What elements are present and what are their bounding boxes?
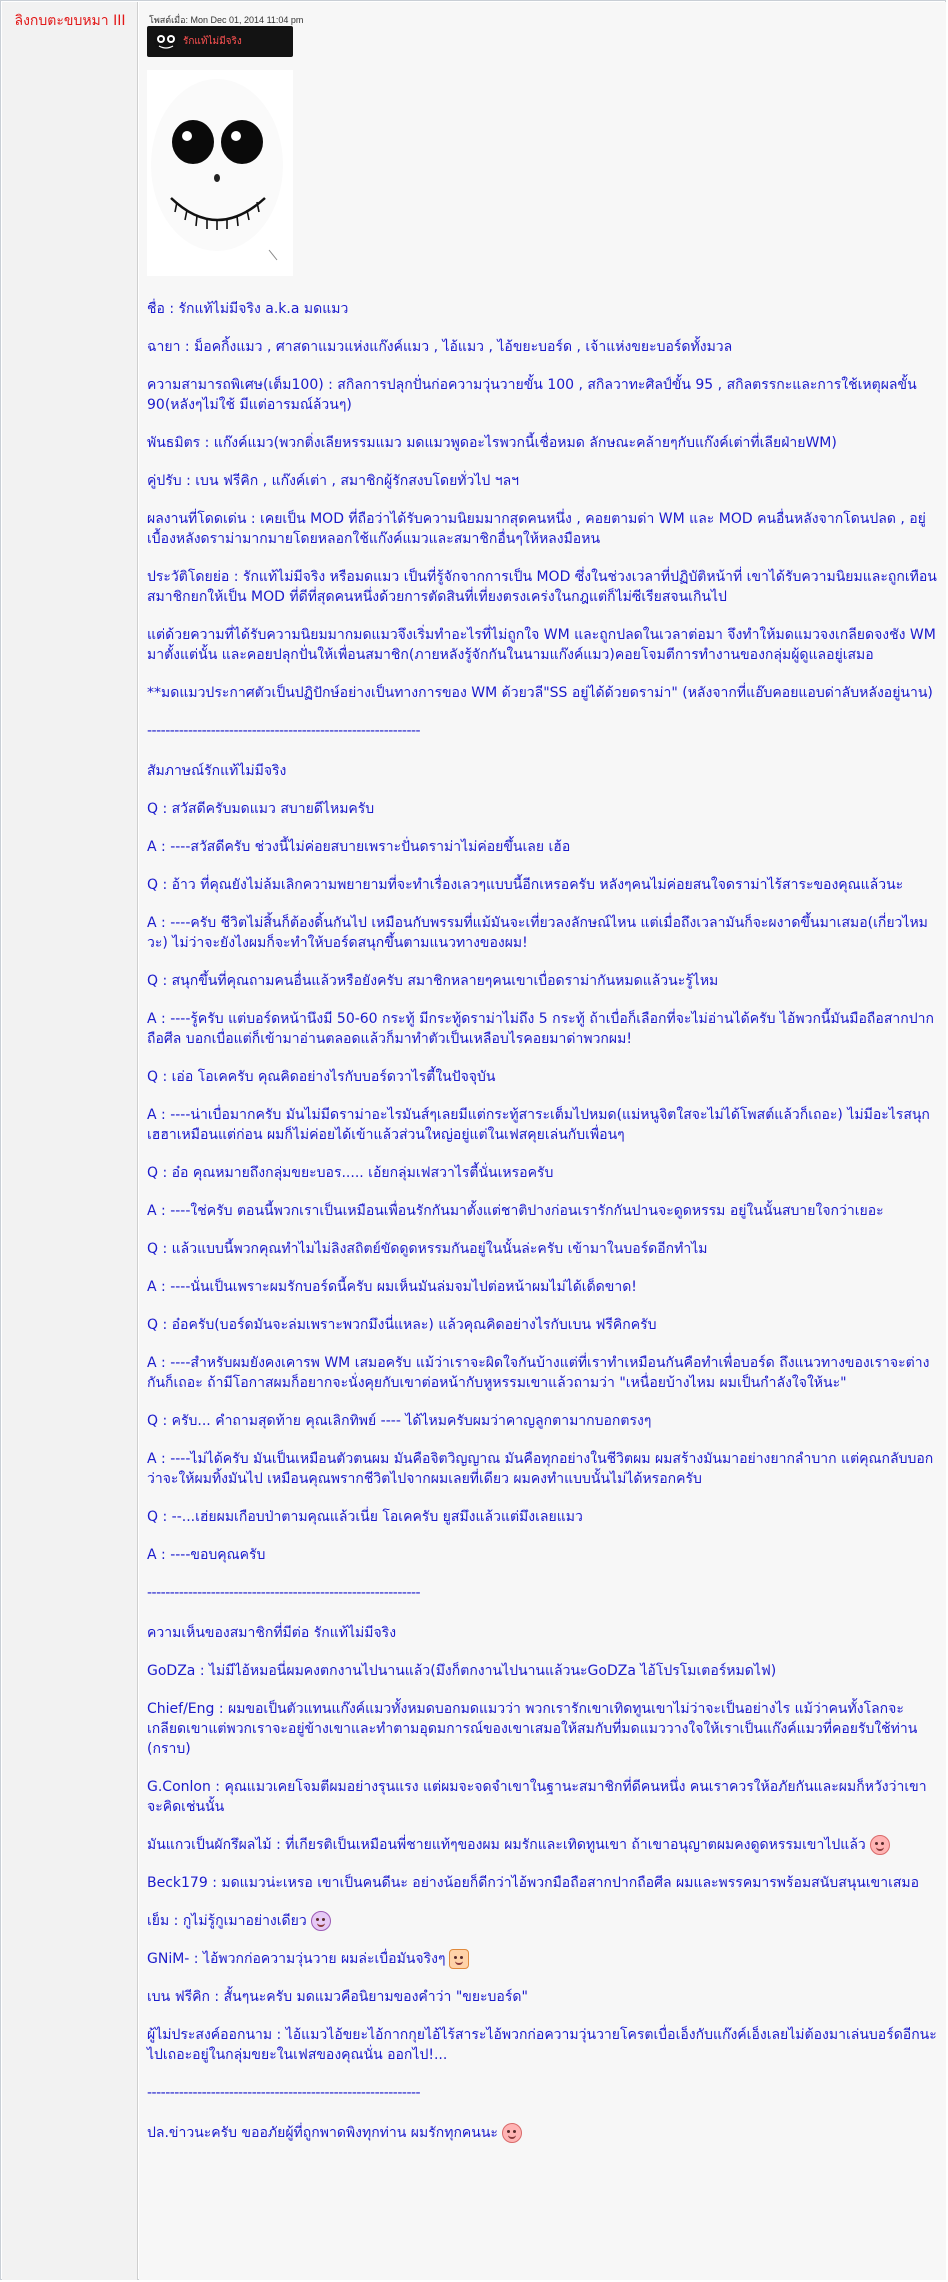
interview-line: A : ----นั่นเป็นเพราะผมรักบอร์ดนี้ครับ ผมเห็นมันล่มจมไปต่อหน้าผมไม่ได้เด็ดขาด! <box>147 1279 637 1295</box>
banner-text: รักแท้ไม่มีจริง <box>183 36 242 47</box>
interview-line: Q : แล้วแบบนี้พวกคุณทำไมไม่ลิงสถิตย์ขัดดูดหรรมกันอยู่ในนั้นล่ะครับ เข้ามาในบอร์ดอีกทำไม <box>147 1241 708 1257</box>
interview-line: A : ----สำหรับผมยังคงเคารพ WM เสมอครับ แม้ว่าเราจะผิดใจกันบ้างแต่ที่เราทำเหมือนกันคือทำเพื่อบอร์ด ถึงแนวทางของเราจะต่างกันก็เถอะ ถ้ามีโอกาสผมก็อยากจะนั่งคุยกับเขาต่อหน้ากับหูหรรมเขาแล้วถามว่า "เหนื่อยบ้างไหม ผมเป็นกำลังใจให้นะ" <box>147 1355 930 1391</box>
dizzy-emoticon-icon <box>311 1911 331 1931</box>
interview-line: Q : สนุกขึ้นที่คุณถามคนอื่นแล้วหรือยังครับ สมาชิกหลายๆคนเขาเบื่อดราม่ากันหมดแล้วนะรู้ไหม <box>147 973 719 989</box>
comment-text: เย็ม : กูไม่รู้กูเมาอย่างเดียว <box>147 1913 307 1929</box>
interview-line: A : ----ขอบคุณครับ <box>147 1547 266 1563</box>
member-comment <box>147 2025 937 2065</box>
interview-line: A : ----ครับ ชีวิตไม่สิ้นก็ต้องดิ้นกันไป เหมือนกับพรรมที่แม้มันจะเที่ยวลงลักษณ์ไหน แต่เมื่อถึงเวลามันก็จะผงาดขึ้นมาเสมอ(เกี่ยวไหมวะ) ไม่ว่าจะยังไงผมก็จะทำให้บอร์ดสนุกขึ้นตามแนวทางของผม! <box>147 915 928 951</box>
post-body-column <box>139 2 946 2280</box>
member-comment <box>147 1777 937 1817</box>
intro-paragraph: ประวัติโดยย่อ : รักแท้ไม่มีจริง หรือมดแมว เป็นที่รู้จักจากการเป็น MOD ซึ่งในช่วงเวลาที่ปฏิบัติหน้าที่ เขาได้รับความนิยมและถูกเทือนสมาชิกยกให้เป็น MOD ที่ดีที่สุดคนหนึ่งด้วยการตัดสินที่เที่ยงตรงเคร่งในกฎแต่ก็ไม่ซีเรียสจนเกินไป <box>147 569 937 605</box>
separator-line: ------------------------------------------------------------ <box>147 723 421 739</box>
intro-paragraph: ชื่อ : รักแท้ไม่มีจริง a.k.a มดแมว <box>147 301 349 317</box>
member-comment <box>147 1911 937 1931</box>
blush-emoticon-icon <box>870 1835 890 1855</box>
interview-line: Q : อ้าว ที่คุณยังไม่ล้มเลิกความพยายามที่จะทำเรื่องเลวๆแบบนี้อีกเหรอครับ หลังๆคนไม่ค่อยสนใจดราม่าไร้สาระของคุณแล้วนะ <box>147 877 904 893</box>
intro-paragraph: คู่ปรับ : เบน ฟรีคิก , แก๊งค์เต่า , สมาชิกผู้รักสงบโดยทั่วไป ฯลฯ <box>147 473 520 489</box>
signature-banner <box>147 26 293 57</box>
post-author-column <box>2 2 138 2280</box>
comment-text: GNiM- : ไอ้พวกก่อความวุ่นวาย ผมล่ะเบื่อมันจริงๆ <box>147 1951 446 1967</box>
annoyed-emoticon-icon <box>449 1949 469 1969</box>
jack-skellington-avatar <box>147 70 293 276</box>
interview-line: A : ----ใช่ครับ ตอนนี้พวกเราเป็นเหมือนเพื่อนรักกันมาตั้งแต่ชาติปางก่อนเรารักกันปานจะดูดหรรม อยู่ในนั้นสบายใจกว่าเยอะ <box>147 1203 884 1219</box>
separator-line: ------------------------------------------------------------ <box>147 1585 421 1601</box>
post-timestamp: โพสต์เมื่อ: Mon Dec 01, 2014 11:04 pm <box>149 15 304 25</box>
comment-text: เบน ฟรีคิก : สั้นๆนะครับ มดแมวคือนิยามของคำว่า "ขยะบอร์ด" <box>147 1989 528 2005</box>
interview-line: Q : อ๋อ คุณหมายถึงกลุ่มขยะบอร..... เอ้ยกลุ่มเฟสวาไรตี้นั่นเหรอครับ <box>147 1165 554 1181</box>
intro-paragraph: ผลงานที่โดดเด่น : เคยเป็น MOD ที่ถือว่าได้รับความนิยมมากสุดคนหนึ่ง , คอยตามด่า WM และ MOD คนอื่นหลังจากโดนปลด , อยู่เบื้องหลังดราม่ามากมายโดยหลอกใช้แก๊งค์แมวและสมาชิกอื่นๆให้หลงมือหน <box>147 511 926 547</box>
member-comment <box>147 1835 937 1855</box>
member-comment <box>147 1949 937 1969</box>
intro-paragraph: พันธมิตร : แก๊งค์แมว(พวกติ่งเลียหรรมแมว มดแมวพูดอะไรพวกนี้เชื่อหมด ลักษณะคล้ายๆกับแก๊งค์เต่าที่เลียฝ่ายWM) <box>147 435 837 451</box>
interview-line: A : ----สวัสดีครับ ช่วงนี้ไม่ค่อยสบายเพราะปั่นดราม่าไม่ค่อยขึ้นเลย เฮ้อ <box>147 839 571 855</box>
member-comment <box>147 1699 937 1759</box>
member-comment <box>147 1661 937 1681</box>
interview-line: A : ----รู้ครับ แต่บอร์ดหน้านึงมี 50-60 กระทู้ มีกระทู้ดราม่าไม่ถึง 5 กระทู้ ถ้าเบื่อก็เลือกที่จะไม่อ่านได้ครับ ไอ้พวกนี้มันมือถือสากปากถือศีล บอกเบื่อแต่ก็เข้ามาอ่านตลอดแล้วก็มาทำตัวเป็นเหลือบไรคอยมาด่าพวกผม! <box>147 1011 934 1047</box>
separator-line: ------------------------------------------------------------ <box>147 2085 421 2101</box>
member-comment <box>147 1873 937 1893</box>
comment-text: Chief/Eng : ผมขอเป็นตัวแทนแก๊งค์แมวทั้งหมดบอกมดแมวว่า พวกเรารักเขาเทิดทูนเขาไม่ว่าจะเป็นอย่างไร แม้ว่าคนทั้งโลกจะเกลียดเขาแต่พวกเราจะอยู่ข้างเขาและทำตามอุดมการณ์ของเขาเสมอให้สมกับที่มดแมววางใจให้เราเป็นแก๊งค์แมวที่คอยรับใช้ท่าน (กราบ) <box>147 1701 918 1757</box>
interview-line: A : ----ไม่ได้ครับ มันเป็นเหมือนตัวตนผม มันคือจิตวิญญาณ มันคือทุกอย่างในชีวิตผม ผมสร้างมันมาอย่างยากลำบาก แต่คุณกลับบอกว่าจะให้ผมทิ้งมันไป เหมือนคุณพรากชีวิตไปจากผมเลยที่เดียว ผมคงทำแบบนั้นไม่ได้หรอกครับ <box>147 1451 934 1487</box>
comment-text: Beck179 : มดแมวน่ะเหรอ เขาเป็นคนดีนะ อย่างน้อยก็ดีกว่าไอ้พวกมือถือสากปากถือศีล ผมและพรรคมารพร้อมสนับสนุนเขาเสมอ <box>147 1875 920 1891</box>
intro-paragraph: แต่ด้วยความที่ได้รับความนิยมมากมดแมวจึงเริ่มทำอะไรที่ไม่ถูกใจ WM และถูกปลดในเวลาต่อมา จึงทำให้มดแมวจงเกลียดจงชัง WM มาตั้งแต่นั้น และคอยปลุกปั่นให้เพื่อนสมาชิก(ภายหลังรู้จักกันในนามแก๊งค์แมว)คอยโจมตีการทำงานของกลุ่มผู้ดูแลอยู่เสมอ <box>147 627 936 663</box>
interview-line: Q : อ๋อครับ(บอร์ดมันจะล่มเพราะพวกมึงนี่แหละ) แล้วคุณคิดอย่างไรกับเบน ฟรีคิกครับ <box>147 1317 657 1333</box>
footer-text: ปล.ข่าวนะครับ ขออภัยผู้ที่ถูกพาดพิงทุกท่าน ผมรักทุกคนนะ <box>147 2125 498 2141</box>
interview-line: A : ----น่าเบื่อมากครับ มันไม่มีดราม่าอะไรมันส์ๆเลยมีแต่กระทู้สาระเต็มไปหมด(แม่หนูจิตใสจะไม่ได้โพสต์แล้วก็เถอะ) ไม่มีอะไรสนุกเฮฮาเหมือนแต่ก่อน ผมก็ไม่ค่อยได้เข้าแล้วส่วนใหญ่อยู่แต่ในเฟสคุยเล่นกับเพื่อนๆ <box>147 1107 930 1143</box>
interview-line: Q : ครับ... คำถามสุดท้าย คุณเลิกทิพย์ ---- ได้ไหมครับผมว่าคาญลูกตามากบอกตรงๆ <box>147 1413 652 1429</box>
member-comment <box>147 1987 937 2007</box>
intro-paragraph: **มดแมวประกาศตัวเป็นปฏิปักษ์อย่างเป็นทางการของ WM ด้วยวลี"SS อยู่ได้ด้วยดราม่า" (หลังจากที่แอ๊บคอยแอบด่าลับหลังอยู่นาน) <box>147 685 933 701</box>
smile-emoticon-icon <box>502 2123 522 2143</box>
interview-line: Q : สวัสดีครับมดแมว สบายดีไหมครับ <box>147 801 375 817</box>
author-username[interactable]: ลิงกบตะขบหมา III <box>14 13 126 29</box>
skull-icon <box>153 30 179 52</box>
intro-paragraph: ความสามารถพิเศษ(เต็ม100) : สกิลการปลุกปั่นก่อความวุ่นวายขั้น 100 , สกิลวาทะศิลป์ขั้น 95 , สกิลตรรกะและการใช้เหตุผลขั้น 90(หลังๆไม่ใช้ มีแต่อารมณ์ล้วนๆ) <box>147 377 917 413</box>
interview-title: สัมภาษณ์รักแท้ไม่มีจริง <box>147 763 287 779</box>
comments-title: ความเห็นของสมาชิกที่มีต่อ รักแท้ไม่มีจริง <box>147 1625 397 1641</box>
comment-text: GoDZa : ไม่มีไอ้หมอนี่ผมคงตกงานไปนานแล้ว(มึงก็ตกงานไปนานแล้วนะGoDZa ไอ้โปรโมเตอร์หมดไฟ) <box>147 1663 777 1679</box>
comment-text: G.Conlon : คุณแมวเคยโจมตีผมอย่างรุนแรง แต่ผมจะจดจำเขาในฐานะสมาชิกที่ดีคนหนึ่ง คนเราควรให้อภัยกันและผมก็หวังว่าเขาจะคิดเช่นนั้น <box>147 1779 927 1815</box>
intro-paragraph: ฉายา : ม็อคกิ้งแมว , ศาสดาแมวแห่งแก๊งค์แมว , ไอ้แมว , ไอ้ขยะบอร์ด , เจ้าแห่งขยะบอร์ดทั้งมวล <box>147 339 733 355</box>
footer-note <box>147 2123 937 2143</box>
comment-text: ผู้ไม่ประสงค์ออกนาม : ไอ้แมวไอ้ขยะไอ้กากกุยไอ้ไร้สาระไอ้พวกก่อความวุ่นวายโครตเบื่อเอ็งกับแก๊งค์เอ็งเลยไม่ต้องมาเล่นบอร์ดอีกนะไปเถอะอยู่ในกลุ่มขยะในเฟสของคุณนั่น ออกไป!... <box>147 2027 937 2063</box>
skull-face-image <box>147 70 293 276</box>
comment-text: มันแกวเป็นผักรึผลไม้ : ที่เกียรติเป็นเหมือนพี่ชายแท้ๆของผม ผมรักและเทิดทูนเขา ถ้าเขาอนุญาตผมคงดูดหรรมเขาไปแล้ว <box>147 1837 866 1853</box>
interview-line: Q : เอ่อ โอเคครับ คุณคิดอย่างไรกับบอร์ดวาไรตี้ในปัจจุบัน <box>147 1069 496 1085</box>
interview-line: Q : --...เฮ่ยผมเกือบป่าตามคุณแล้วเนี่ย โอเคครับ ยูสมึงแล้วแต่มึงเลยแมว <box>147 1509 583 1525</box>
post-content <box>147 299 937 2161</box>
